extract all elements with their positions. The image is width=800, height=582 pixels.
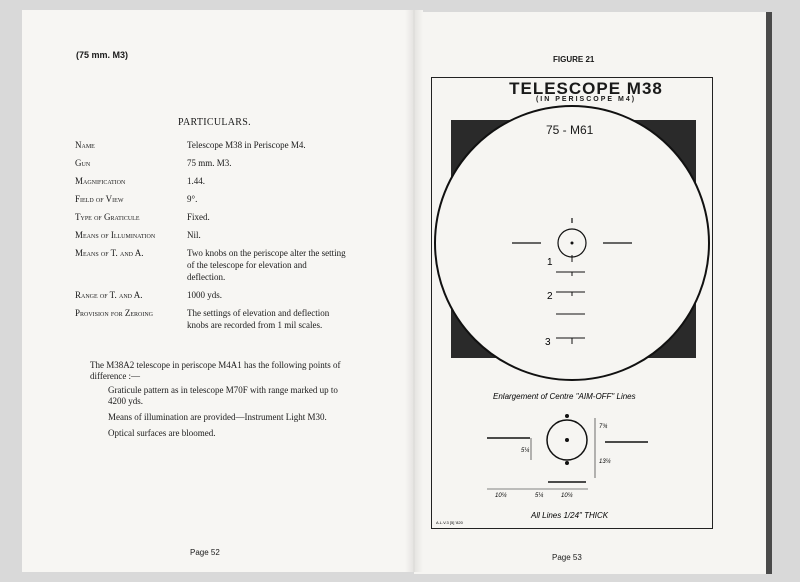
dim-label-left: 5¼ xyxy=(521,448,530,454)
dim-label-bottom: 5¼ xyxy=(535,493,544,499)
left-page-number: Page 52 xyxy=(190,548,220,557)
line-thickness-note: All Lines 1/24" THICK xyxy=(531,511,609,520)
range-mark-label: 1 xyxy=(547,257,553,268)
spec-key: Gun xyxy=(75,158,91,168)
spec-key: Means of T. and A. xyxy=(75,248,144,258)
print-stamp: A.L.V.3 [5] '820 xyxy=(436,520,463,525)
dim-label-right-top: 7¾ xyxy=(599,424,608,430)
dim-label-bottom: 10¼ xyxy=(495,493,507,499)
enlarged-top-dot xyxy=(565,414,569,418)
spec-key: Provision for Zeroing xyxy=(75,308,154,318)
spec-value: 1000 yds. xyxy=(187,290,223,300)
right-page-number: Page 53 xyxy=(552,553,582,562)
dim-label-bottom: 10¼ xyxy=(561,493,573,499)
dim-label-right-bottom: 13¼ xyxy=(599,459,611,465)
spec-value: 1.44. xyxy=(187,176,205,186)
spec-key: Means of Illumination xyxy=(75,230,156,240)
center-dot xyxy=(571,242,574,245)
spec-key: Range of T. and A. xyxy=(75,290,143,300)
particulars-heading: PARTICULARS. xyxy=(178,117,251,128)
figure-number: FIGURE 21 xyxy=(553,55,595,64)
figure-title: TELESCOPE M38 xyxy=(509,79,663,98)
difference-item: Graticule pattern as in telescope M70F with range marked up to 4200 yds. xyxy=(108,385,338,406)
spec-value: 9°. xyxy=(187,194,198,204)
difference-item: Means of illumination are provided—Instrument Light M30. xyxy=(108,412,327,422)
spec-key: Magnification xyxy=(75,176,126,186)
spec-key: Type of Graticule xyxy=(75,212,140,222)
reticle-label: 75 - M61 xyxy=(546,123,594,137)
spec-value: Fixed. xyxy=(187,212,210,222)
differences-intro: The M38A2 telescope in periscope M4A1 has the following points of difference :— xyxy=(90,360,341,381)
enlargement-caption: Enlargement of Centre "AIM-OFF" Lines xyxy=(493,392,636,401)
spec-value: Nil. xyxy=(187,230,201,240)
enlarged-center-dot xyxy=(565,438,569,442)
range-mark-label: 2 xyxy=(547,291,553,302)
spec-value: 75 mm. M3. xyxy=(187,158,232,168)
spec-value: Two knobs on the periscope alter the setting of the telescope for elevation and deflection. xyxy=(187,248,346,282)
spec-value: The settings of elevation and deflection knobs are recorded from 1 mil scales. xyxy=(187,308,330,330)
spec-value: Telescope M38 in Periscope M4. xyxy=(187,140,306,150)
figure-subtitle: (IN PERISCOPE M4) xyxy=(535,96,637,103)
difference-item: Optical surfaces are bloomed. xyxy=(108,428,216,438)
left-running-header: (75 mm. M3) xyxy=(76,50,129,60)
enlarged-bottom-dot xyxy=(565,461,569,465)
range-mark-label: 3 xyxy=(545,337,551,348)
spec-key: Name xyxy=(75,140,95,150)
spec-key: Field of View xyxy=(75,194,124,204)
